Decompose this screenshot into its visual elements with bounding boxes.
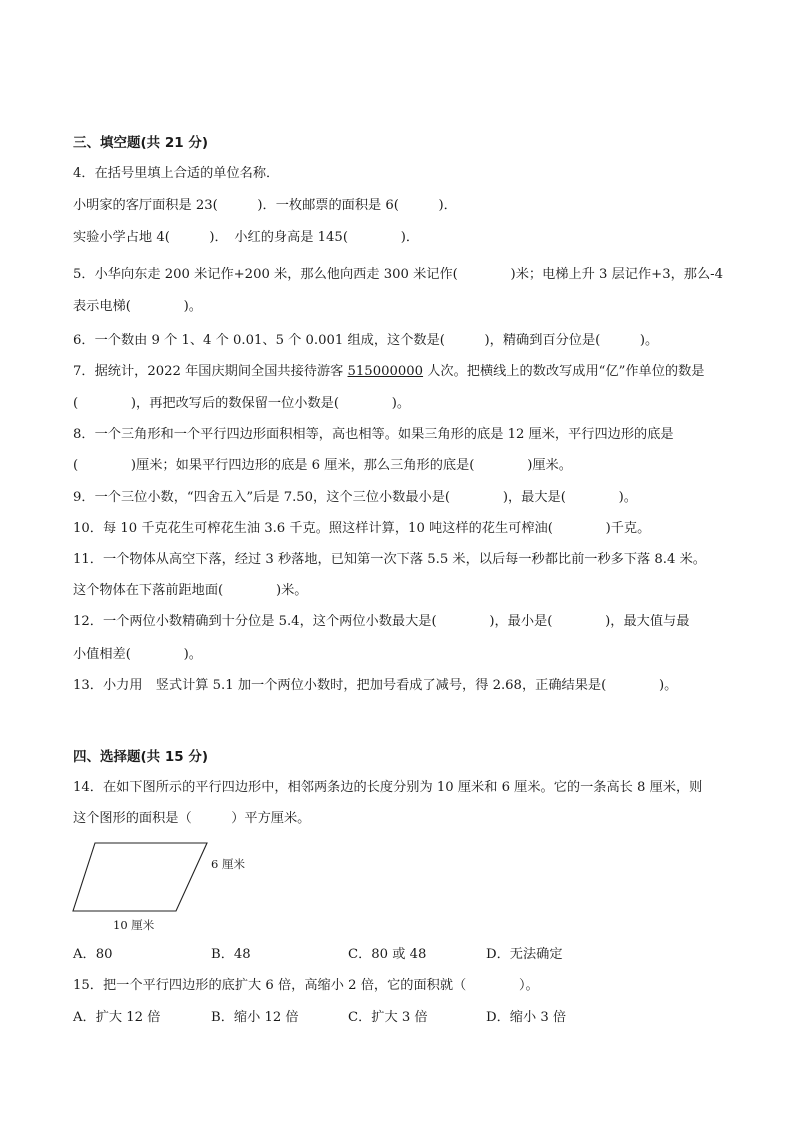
question-14-option-d: D．无法确定 [486,947,563,962]
question-4-line-2: 小明家的客厅面积是 23( )．一枚邮票的面积是 6( )． [73,198,457,213]
question-7-text-b: 人次。把横线上的数改写成用“亿”作单位的数是 [423,364,705,379]
question-8-line-1: 8．一个三角形和一个平行四边形面积相等，高也相等。如果三角形的底是 12 厘米，平行四边形的底是 [73,427,674,442]
question-13: 13．小力用 竖式计算 5.1 加一个两位小数时，把加号看成了减号，得 2.68，正确结果是( )。 [73,678,678,693]
question-14-line-2: 这个图形的面积是（ ）平方厘米。 [73,811,311,826]
question-8-line-2: ( )厘米；如果平行四边形的底是 6 厘米，那么三角形的底是( )厘米。 [73,458,572,473]
question-15-option-d: D．缩小 3 倍 [486,1010,567,1025]
question-15-option-a: A．扩大 12 倍 [73,1010,161,1025]
parallelogram-figure [68,838,248,918]
section-title-fill-in: 三、填空题(共 21 分) [73,135,209,151]
question-11-line-2: 这个物体在下落前距地面( )米。 [73,583,308,598]
question-7-line-1 [73,363,704,381]
question-12-line-2: 小值相差( )。 [73,647,202,662]
question-15-option-b: B．缩小 12 倍 [211,1010,299,1025]
question-9: 9．一个三位小数，“四舍五入”后是 7.50，这个三位小数最小是( )，最大是( )。 [73,490,637,505]
question-14-line-1: 14．在如下图所示的平行四边形中，相邻两条边的长度分别为 10 厘米和 6 厘米。它的一条高长 8 厘米，则 [73,780,703,795]
question-7-underlined-number: 515000000 [347,364,424,379]
question-11-line-1: 11．一个物体从高空下落，经过 3 秒落地，已知第一次下落 5.5 米，以后每一秒都比前一秒多下落 8.4 米。 [73,552,706,567]
question-12-line-1: 12．一个两位小数精确到十分位是 5.4，这个两位小数最大是( )，最小是( )，最大值与最 [73,614,690,629]
section-title-multiple-choice: 四、选择题(共 15 分) [73,749,209,765]
question-14-option-c: C．80 或 48 [348,947,427,962]
question-4-line-3: 实验小学占地 4( )． 小红的身高是 145( )． [73,230,420,245]
question-14-option-a: A．80 [73,947,113,962]
question-5-line-2: 表示电梯( )。 [73,299,202,314]
question-10: 10．每 10 千克花生可榨花生油 3.6 千克。照这样计算，10 吨这样的花生可榨油( )千克。 [73,521,651,536]
question-5-line-1: 5．小华向东走 200 米记作+200 米，那么他向西走 300 米记作( )米；电梯上升 3 层记作+3，那么-4 [73,267,724,282]
question-4-prompt: 4．在括号里填上合适的单位名称． [73,166,280,181]
question-6: 6．一个数由 9 个 1、4 个 0.01、5 个 0.001 组成，这个数是( )，精确到百分位是( )。 [73,333,659,348]
figure-side-label: 6 厘米 [211,857,245,871]
question-7-line-2: ( )，再把改写后的数保留一位小数是( )。 [73,396,411,411]
figure-base-label: 10 厘米 [113,918,155,932]
question-14-option-b: B．48 [211,947,251,962]
question-7-text-a: 7．据统计，2022 年国庆期间全国共接待游客 [73,364,348,379]
question-15-option-c: C．扩大 3 倍 [348,1010,428,1025]
question-15-prompt: 15．把一个平行四边形的底扩大 6 倍，高缩小 2 倍，它的面积就（ ）。 [73,978,539,993]
